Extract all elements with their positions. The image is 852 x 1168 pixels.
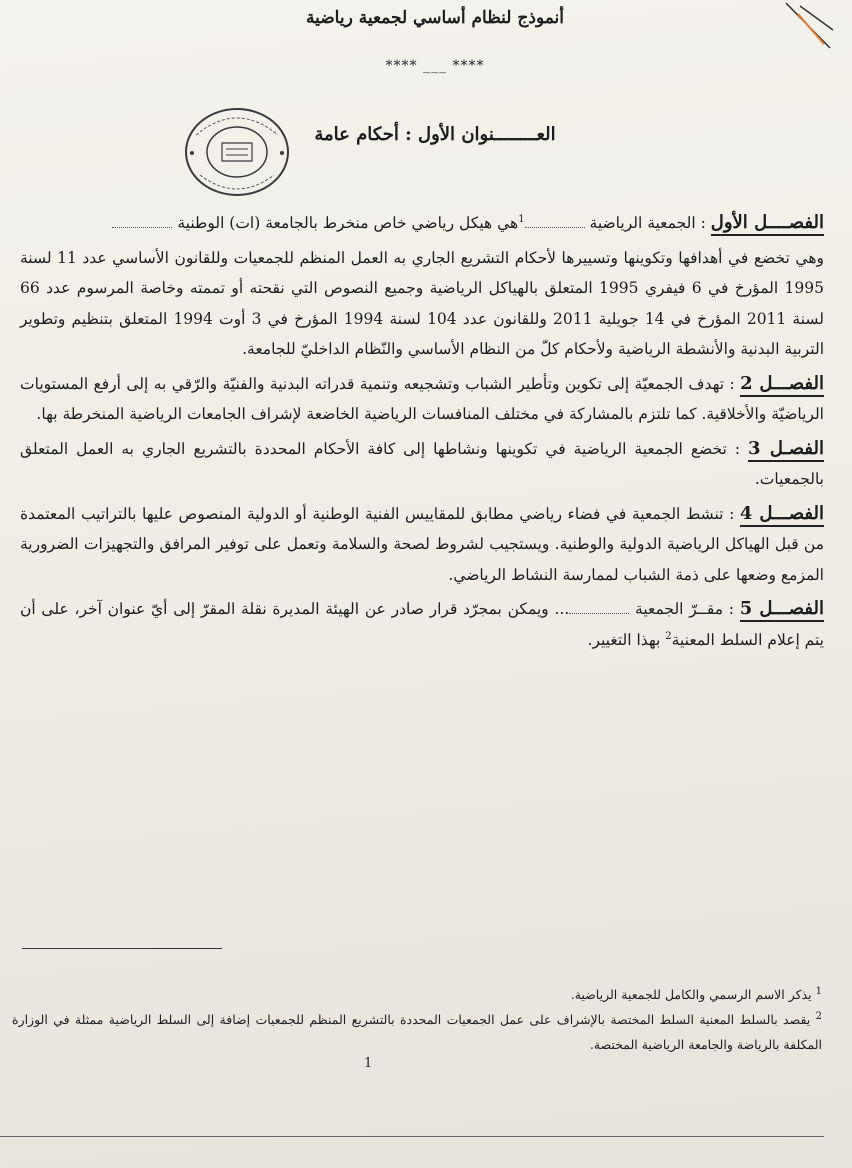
section-text: بهذا التغيير. bbox=[587, 630, 666, 649]
official-stamp-icon bbox=[182, 105, 292, 200]
section-label: الفصـل 3 bbox=[748, 438, 824, 462]
section-text: الجمعية الرياضية bbox=[584, 214, 696, 232]
handwritten-blank bbox=[112, 227, 172, 228]
section-label: الفصــــل الأول bbox=[711, 212, 824, 236]
section-text: تخضع الجمعية الرياضية في تكوينها ونشاطها إلى كافة الأحكام المحددة بالتشريع الجاري به العمل المتعلق بالجمعيات. bbox=[20, 439, 824, 488]
section-3: الفصـل 3 : تخضع الجمعية الرياضية في تكوينها ونشاطها إلى كافة الأحكام المحددة بالتشريع الجاري به العمل المتعلق بالجمعيات. bbox=[20, 437, 824, 488]
section-2: الفصـــل 2 : تهدف الجمعيّة إلى تكوين وتأطير الشباب وتشجيعه وتنمية قدراته البدنية والفنيّة والرّقي به إلى أرفع المستويات الرياضيّة والأخلاقية. كما تلتزم بالمشاركة في مختلف المنافسات الرياضية الخاضعة لإشراف الجامعات الرياضية المنخرطة بها. bbox=[20, 372, 824, 423]
page-number: 1 bbox=[364, 1056, 373, 1071]
footnotes bbox=[12, 982, 822, 1057]
section-1-body: وهي تخضع في أهدافها وتكوينها وتسييرها لأحكام التشريع الجاري به العمل المنظم للجمعيات وللقانون الأساسي عدد 11 لسنة 1995 المؤرخ في 6 فيفري 1995 المتعلق بالهياكل الرياضية وجميع النصوص التي نقحته أو تممته وخاصة المرسوم عدد 66 لسنة 2011 المؤرخ في 14 جويلية 2011 وللقانون عدد 104 لسنة 1994 المؤرخ في 3 أوت 1994 المتعلق بتنظيم وتطوير التربية البدنية والأنشطة الرياضية ولأحكام كلّ من النظام الأساسي والنّظام الداخليّ للجامعة. bbox=[20, 248, 824, 358]
document-body bbox=[20, 208, 824, 659]
section-text: تهدف الجمعيّة إلى تكوين وتأطير الشباب وتشجيعه وتنمية قدراته البدنية والفنيّة والرّقي به إلى أرفع المستويات الرياضيّة والأخلاقية. كما تلتزم بالمشاركة في مختلف المنافسات الرياضية الخاضعة لإشراف الجامعات الرياضية المنخرطة بها. bbox=[20, 374, 824, 423]
section-label: الفصـــل 5 bbox=[740, 598, 824, 622]
footnote-divider bbox=[22, 948, 222, 949]
section-text: هي هيكل رياضي خاص منخرط بالجامعة (ات) الوطنية bbox=[172, 214, 519, 232]
document-title: أنموذج لنظام أساسي لجمعية رياضية bbox=[305, 8, 565, 28]
section-text: مقــرّ الجمعية bbox=[629, 600, 723, 618]
section-label: الفصـــل 4 bbox=[740, 503, 824, 527]
handwritten-address-blank bbox=[569, 613, 629, 614]
footnote-item: $^1$ يذكر الاسم الرسمي والكامل للجمعية الرياضية. bbox=[570, 985, 822, 1002]
page-bottom-edge bbox=[0, 1136, 824, 1137]
section-5: الفصـــل 5 : مقــرّ الجمعية ... ويمكن بمجرّد قرار صادر عن الهيئة المديرة نقلة المقرّ إلى أيّ عنوان آخر، على أن يتم إعلام السلط المعنية$^2$ بهذا التغيير. bbox=[20, 598, 824, 649]
section-label: الفصـــل 2 bbox=[740, 373, 824, 397]
main-heading: العــــــــنوان الأول : أحكام عامة bbox=[314, 124, 556, 145]
footnote-item: $^2$ يقصد بالسلط المعنية السلط المختصة بالإشراف على عمل الجمعيات المحددة بالتشريع المنظم للجمعيات إضافة إلى السلط الرياضية ممثلة في الوزارة المكلفة بالرياضة والجامعة الرياضية المختصة. bbox=[12, 1010, 822, 1052]
section-1: الفصــــل الأول : الجمعية الرياضية $^1$هي هيكل رياضي خاص منخرط بالجامعة (ات) الوطنية bbox=[20, 208, 824, 239]
handwritten-name-blank bbox=[525, 227, 585, 228]
section-text: تنشط الجمعية في فضاء رياضي مطابق للمقاييس الفنية الوطنية أو الدولية المنصوص عليها بالتراتيب المعتمدة من قبل الهياكل الرياضية الدولية والوطنية. ويستجيب لشروط لصحة والسلامة وتعمل على توفير المرافق والتجهيزات الضرورية المزمع وضعها على ذمة الشباب لممارسة النشاط الرياضي. bbox=[20, 504, 824, 584]
title-separator: **** ___ **** bbox=[385, 58, 485, 74]
section-4: الفصـــل 4 : تنشط الجمعية في فضاء رياضي مطابق للمقاييس الفنية الوطنية أو الدولية المنصوص عليها بالتراتيب المعتمدة من قبل الهياكل الرياضية الدولية والوطنية. ويستجيب لشروط لصحة والسلامة وتعمل على توفير المرافق والتجهيزات الضرورية المزمع وضعها على ذمة الشباب لممارسة النشاط الرياضي. bbox=[20, 502, 824, 584]
corner-pen-mark bbox=[778, 0, 838, 55]
section-text: ... ويمكن بمجرّد قرار صادر عن الهيئة المديرة نقلة المقرّ إلى أيّ عنوان آخر، على أن يتم إعلام السلط المعنية bbox=[20, 600, 824, 649]
